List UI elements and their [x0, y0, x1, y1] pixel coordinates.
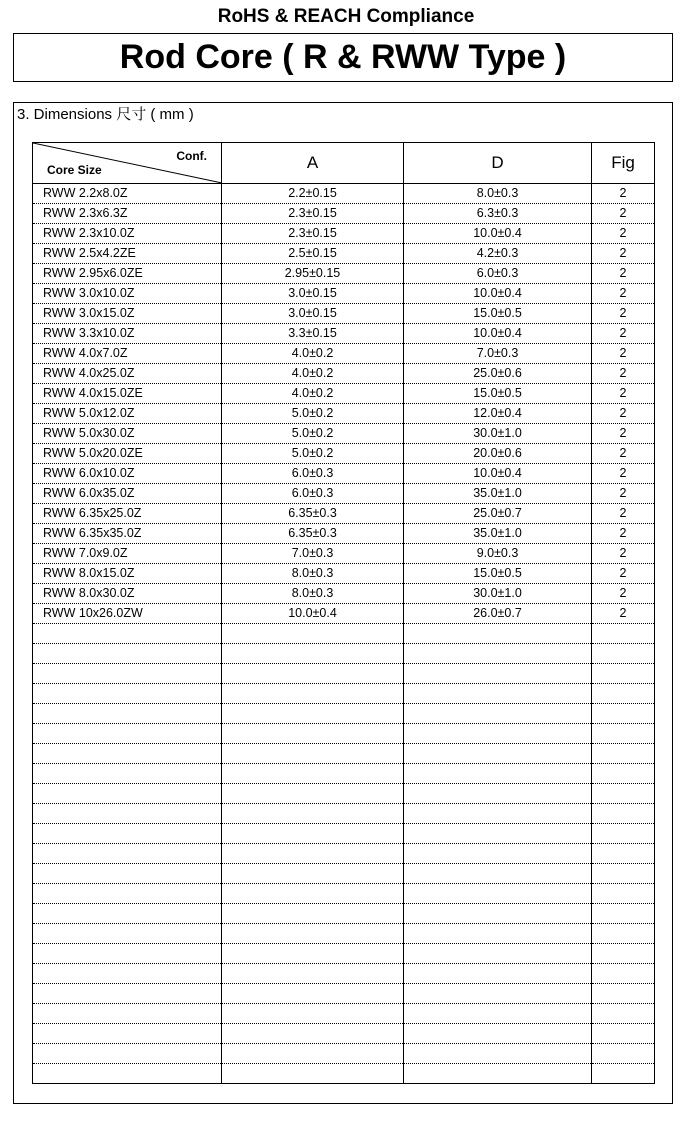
- dimension-a-cell: 6.35±0.3: [222, 504, 404, 524]
- fig-cell: 2: [592, 604, 655, 624]
- header-core-size-conf: [33, 143, 222, 184]
- table-row: [33, 804, 655, 824]
- dimension-a-cell: 2.5±0.15: [222, 244, 404, 264]
- table-row: [33, 864, 655, 884]
- dimension-a-cell: [222, 964, 404, 984]
- core-size-cell: RWW 2.3x10.0Z: [33, 224, 222, 244]
- table-row: [33, 364, 655, 384]
- dimension-d-cell: [404, 1004, 592, 1024]
- fig-cell: [592, 804, 655, 824]
- fig-cell: [592, 1064, 655, 1084]
- dimension-a-cell: [222, 1064, 404, 1084]
- table-row: [33, 944, 655, 964]
- core-size-cell: [33, 644, 222, 664]
- dimension-d-cell: 26.0±0.7: [404, 604, 592, 624]
- fig-cell: 2: [592, 184, 655, 204]
- dimension-a-cell: [222, 1044, 404, 1064]
- fig-cell: [592, 664, 655, 684]
- dimension-d-cell: 20.0±0.6: [404, 444, 592, 464]
- core-size-cell: RWW 2.5x4.2ZE: [33, 244, 222, 264]
- fig-cell: [592, 784, 655, 804]
- table-row: [33, 844, 655, 864]
- dimension-a-cell: [222, 784, 404, 804]
- core-size-cell: [33, 664, 222, 684]
- table-row: [33, 984, 655, 1004]
- core-size-cell: [33, 624, 222, 644]
- table-row: [33, 584, 655, 604]
- core-size-cell: [33, 824, 222, 844]
- dimension-a-cell: [222, 644, 404, 664]
- fig-cell: [592, 764, 655, 784]
- dimension-a-cell: 10.0±0.4: [222, 604, 404, 624]
- fig-cell: [592, 1024, 655, 1044]
- fig-cell: [592, 644, 655, 664]
- table-row: [33, 684, 655, 704]
- table-row: [33, 644, 655, 664]
- table-row: [33, 444, 655, 464]
- table-row: [33, 744, 655, 764]
- fig-cell: 2: [592, 504, 655, 524]
- table-row: [33, 284, 655, 304]
- fig-cell: 2: [592, 464, 655, 484]
- dimension-d-cell: 4.2±0.3: [404, 244, 592, 264]
- core-size-cell: RWW 4.0x15.0ZE: [33, 384, 222, 404]
- table-row: [33, 244, 655, 264]
- dimension-d-cell: [404, 704, 592, 724]
- table-row: [33, 184, 655, 204]
- dimension-a-cell: 7.0±0.3: [222, 544, 404, 564]
- table-row: [33, 264, 655, 284]
- core-size-cell: RWW 8.0x30.0Z: [33, 584, 222, 604]
- core-size-cell: [33, 804, 222, 824]
- dimension-a-cell: [222, 664, 404, 684]
- dimensions-section: [13, 102, 673, 1104]
- core-size-cell: [33, 944, 222, 964]
- table-row: [33, 224, 655, 244]
- dimension-d-cell: [404, 784, 592, 804]
- table-row: [33, 1004, 655, 1024]
- table-row: [33, 664, 655, 684]
- dimension-d-cell: 8.0±0.3: [404, 184, 592, 204]
- dimension-d-cell: [404, 744, 592, 764]
- dimension-d-cell: [404, 824, 592, 844]
- dimension-d-cell: [404, 1044, 592, 1064]
- core-size-cell: [33, 784, 222, 804]
- dimension-a-cell: [222, 744, 404, 764]
- fig-cell: [592, 944, 655, 964]
- table-row: [33, 724, 655, 744]
- table-row: [33, 404, 655, 424]
- dimension-a-cell: 2.95±0.15: [222, 264, 404, 284]
- header-fig: Fig: [592, 143, 655, 184]
- dimension-a-cell: [222, 904, 404, 924]
- dimension-d-cell: 15.0±0.5: [404, 564, 592, 584]
- fig-cell: [592, 844, 655, 864]
- fig-cell: 2: [592, 324, 655, 344]
- dimension-d-cell: [404, 944, 592, 964]
- dimension-d-cell: 15.0±0.5: [404, 384, 592, 404]
- dimension-d-cell: 10.0±0.4: [404, 464, 592, 484]
- dimension-a-cell: 6.0±0.3: [222, 464, 404, 484]
- table-row: [33, 484, 655, 504]
- compliance-heading: RoHS & REACH Compliance: [217, 6, 475, 27]
- table-row: [33, 464, 655, 484]
- table-row: [33, 524, 655, 544]
- dimension-a-cell: 5.0±0.2: [222, 404, 404, 424]
- dimension-a-cell: 6.35±0.3: [222, 524, 404, 544]
- dimension-d-cell: 35.0±1.0: [404, 524, 592, 544]
- dimension-d-cell: 9.0±0.3: [404, 544, 592, 564]
- fig-cell: [592, 684, 655, 704]
- dimension-a-cell: 8.0±0.3: [222, 564, 404, 584]
- table-row: [33, 424, 655, 444]
- core-size-cell: RWW 7.0x9.0Z: [33, 544, 222, 564]
- dimension-d-cell: [404, 644, 592, 664]
- core-size-cell: RWW 2.2x8.0Z: [33, 184, 222, 204]
- dimension-a-cell: [222, 924, 404, 944]
- core-size-cell: RWW 6.35x25.0Z: [33, 504, 222, 524]
- dimension-a-cell: [222, 884, 404, 904]
- core-size-cell: [33, 724, 222, 744]
- dimension-d-cell: 10.0±0.4: [404, 224, 592, 244]
- core-size-cell: [33, 924, 222, 944]
- fig-cell: [592, 1044, 655, 1064]
- fig-cell: 2: [592, 484, 655, 504]
- core-size-cell: [33, 884, 222, 904]
- dimension-a-cell: 8.0±0.3: [222, 584, 404, 604]
- table-row: [33, 784, 655, 804]
- dimension-a-cell: [222, 844, 404, 864]
- fig-cell: [592, 824, 655, 844]
- table-row: [33, 304, 655, 324]
- table-row: [33, 564, 655, 584]
- table-row: [33, 604, 655, 624]
- fig-cell: 2: [592, 344, 655, 364]
- dimension-a-cell: 3.0±0.15: [222, 284, 404, 304]
- dimension-a-cell: [222, 944, 404, 964]
- core-size-cell: [33, 964, 222, 984]
- core-size-cell: RWW 2.95x6.0ZE: [33, 264, 222, 284]
- fig-cell: 2: [592, 444, 655, 464]
- core-size-cell: [33, 1044, 222, 1064]
- table-row: [33, 344, 655, 364]
- core-size-cell: RWW 5.0x12.0Z: [33, 404, 222, 424]
- dimension-d-cell: 12.0±0.4: [404, 404, 592, 424]
- dimension-d-cell: [404, 884, 592, 904]
- core-size-cell: RWW 8.0x15.0Z: [33, 564, 222, 584]
- dimension-a-cell: 2.3±0.15: [222, 224, 404, 244]
- fig-cell: 2: [592, 264, 655, 284]
- core-size-cell: RWW 3.3x10.0Z: [33, 324, 222, 344]
- table-row: [33, 764, 655, 784]
- table-row: [33, 384, 655, 404]
- fig-cell: [592, 964, 655, 984]
- core-size-cell: [33, 744, 222, 764]
- core-size-cell: [33, 684, 222, 704]
- fig-cell: 2: [592, 544, 655, 564]
- dimension-a-cell: 4.0±0.2: [222, 384, 404, 404]
- page-title: Rod Core ( R & RWW Type ): [13, 33, 673, 82]
- core-size-cell: [33, 864, 222, 884]
- dimension-d-cell: [404, 1024, 592, 1044]
- core-size-cell: RWW 6.0x35.0Z: [33, 484, 222, 504]
- core-size-cell: RWW 5.0x30.0Z: [33, 424, 222, 444]
- fig-cell: [592, 924, 655, 944]
- fig-cell: [592, 724, 655, 744]
- dimension-a-cell: 3.0±0.15: [222, 304, 404, 324]
- table-header-row: [33, 143, 655, 184]
- dimension-d-cell: [404, 624, 592, 644]
- core-size-cell: [33, 1024, 222, 1044]
- dimension-a-cell: [222, 684, 404, 704]
- dimension-a-cell: [222, 624, 404, 644]
- dimension-d-cell: [404, 664, 592, 684]
- fig-cell: [592, 864, 655, 884]
- dimension-a-cell: [222, 804, 404, 824]
- dimension-a-cell: [222, 984, 404, 1004]
- dimension-a-cell: [222, 704, 404, 724]
- dimension-a-cell: [222, 824, 404, 844]
- dimension-a-cell: [222, 1004, 404, 1024]
- dimension-a-cell: 5.0±0.2: [222, 444, 404, 464]
- fig-cell: 2: [592, 384, 655, 404]
- dimension-d-cell: 35.0±1.0: [404, 484, 592, 504]
- dimension-d-cell: [404, 864, 592, 884]
- dimension-d-cell: 10.0±0.4: [404, 324, 592, 344]
- dimensions-table: [32, 142, 655, 1084]
- dimension-d-cell: [404, 964, 592, 984]
- table-row: [33, 1024, 655, 1044]
- conf-label: Conf.: [176, 149, 207, 163]
- core-size-cell: RWW 4.0x25.0Z: [33, 364, 222, 384]
- core-size-cell: [33, 1004, 222, 1024]
- fig-cell: 2: [592, 524, 655, 544]
- dimension-a-cell: 2.2±0.15: [222, 184, 404, 204]
- fig-cell: 2: [592, 584, 655, 604]
- dimension-a-cell: 4.0±0.2: [222, 364, 404, 384]
- dimension-d-cell: 30.0±1.0: [404, 424, 592, 444]
- dimension-d-cell: 15.0±0.5: [404, 304, 592, 324]
- core-size-cell: RWW 6.0x10.0Z: [33, 464, 222, 484]
- fig-cell: 2: [592, 564, 655, 584]
- header-d: D: [404, 143, 592, 184]
- dimension-d-cell: [404, 844, 592, 864]
- dimension-d-cell: 10.0±0.4: [404, 284, 592, 304]
- dimension-d-cell: [404, 924, 592, 944]
- core-size-cell: [33, 984, 222, 1004]
- table-row: [33, 324, 655, 344]
- fig-cell: 2: [592, 304, 655, 324]
- fig-cell: [592, 624, 655, 644]
- core-size-cell: [33, 764, 222, 784]
- fig-cell: [592, 984, 655, 1004]
- dimension-d-cell: 25.0±0.7: [404, 504, 592, 524]
- core-size-label: Core Size: [47, 163, 102, 177]
- dimension-a-cell: 2.3±0.15: [222, 204, 404, 224]
- dimension-d-cell: [404, 764, 592, 784]
- core-size-cell: RWW 3.0x15.0Z: [33, 304, 222, 324]
- core-size-cell: RWW 2.3x6.3Z: [33, 204, 222, 224]
- header-a: A: [222, 143, 404, 184]
- dimension-d-cell: 7.0±0.3: [404, 344, 592, 364]
- table-row: [33, 624, 655, 644]
- core-size-cell: RWW 3.0x10.0Z: [33, 284, 222, 304]
- fig-cell: 2: [592, 424, 655, 444]
- dimension-d-cell: [404, 1064, 592, 1084]
- dimension-a-cell: 5.0±0.2: [222, 424, 404, 444]
- table-row: [33, 924, 655, 944]
- core-size-cell: RWW 10x26.0ZW: [33, 604, 222, 624]
- table-row: [33, 904, 655, 924]
- fig-cell: [592, 704, 655, 724]
- table-row: [33, 824, 655, 844]
- core-size-cell: RWW 4.0x7.0Z: [33, 344, 222, 364]
- fig-cell: [592, 904, 655, 924]
- section-label: 3. Dimensions 尺寸 ( mm ): [17, 106, 194, 123]
- dimension-a-cell: [222, 724, 404, 744]
- dimension-a-cell: [222, 864, 404, 884]
- dimension-a-cell: [222, 1024, 404, 1044]
- table-body: [33, 184, 655, 1084]
- core-size-cell: [33, 704, 222, 724]
- core-size-cell: [33, 1064, 222, 1084]
- core-size-cell: [33, 844, 222, 864]
- dimension-d-cell: [404, 684, 592, 704]
- core-size-cell: RWW 5.0x20.0ZE: [33, 444, 222, 464]
- fig-cell: 2: [592, 284, 655, 304]
- fig-cell: 2: [592, 204, 655, 224]
- dimension-a-cell: 6.0±0.3: [222, 484, 404, 504]
- fig-cell: 2: [592, 224, 655, 244]
- dimension-d-cell: [404, 984, 592, 1004]
- table-row: [33, 504, 655, 524]
- fig-cell: 2: [592, 404, 655, 424]
- table-row: [33, 204, 655, 224]
- fig-cell: 2: [592, 364, 655, 384]
- table-row: [33, 1044, 655, 1064]
- fig-cell: [592, 884, 655, 904]
- dimension-d-cell: [404, 904, 592, 924]
- fig-cell: 2: [592, 244, 655, 264]
- dimension-d-cell: [404, 804, 592, 824]
- dimension-d-cell: [404, 724, 592, 744]
- core-size-cell: [33, 904, 222, 924]
- table-row: [33, 884, 655, 904]
- table-row: [33, 964, 655, 984]
- table-row: [33, 704, 655, 724]
- dimension-d-cell: 25.0±0.6: [404, 364, 592, 384]
- dimension-d-cell: 30.0±1.0: [404, 584, 592, 604]
- dimension-d-cell: 6.3±0.3: [404, 204, 592, 224]
- dimension-d-cell: 6.0±0.3: [404, 264, 592, 284]
- table-row: [33, 1064, 655, 1084]
- fig-cell: [592, 1004, 655, 1024]
- dimension-a-cell: [222, 764, 404, 784]
- fig-cell: [592, 744, 655, 764]
- core-size-cell: RWW 6.35x35.0Z: [33, 524, 222, 544]
- table-row: [33, 544, 655, 564]
- dimension-a-cell: 3.3±0.15: [222, 324, 404, 344]
- dimension-a-cell: 4.0±0.2: [222, 344, 404, 364]
